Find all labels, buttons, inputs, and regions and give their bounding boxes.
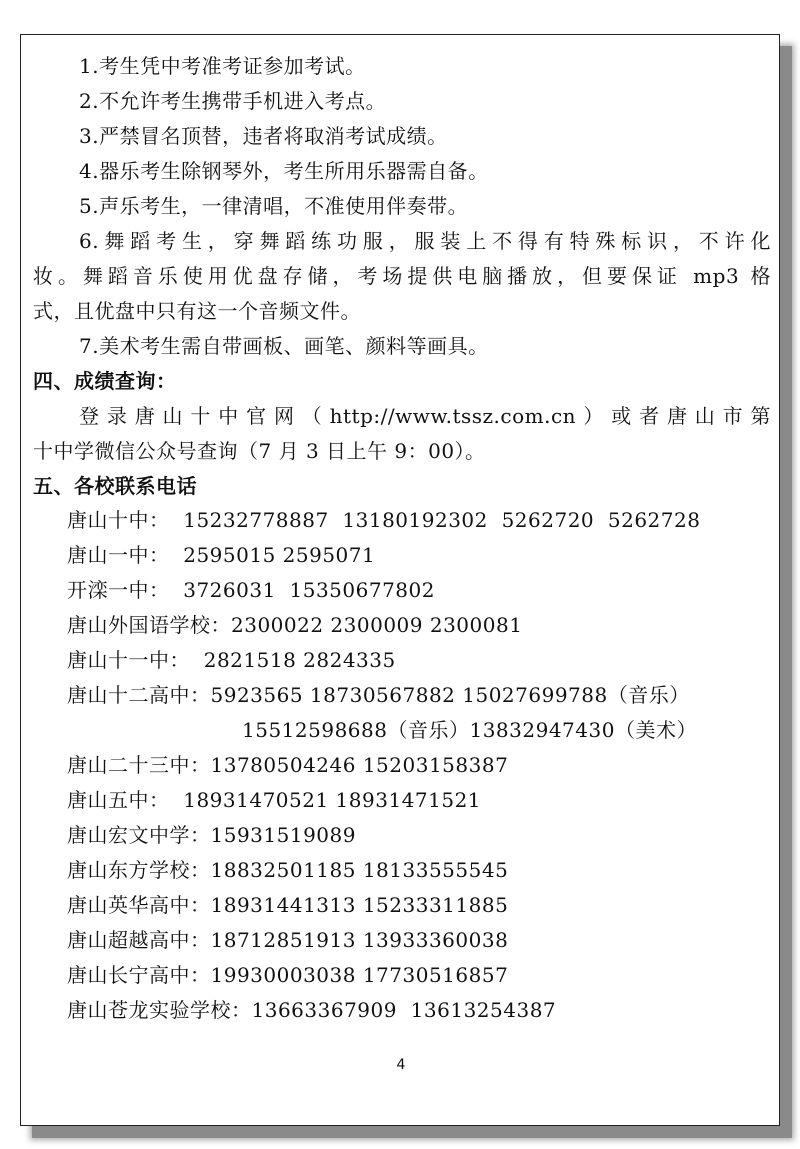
rule-6-line-3: 式，且优盘中只有这一个音频文件。 [33, 299, 361, 323]
phone-numbers: 13663367909 13613254387 [251, 998, 557, 1022]
phone-numbers: 18931441313 15233311885 [210, 893, 509, 917]
phone-numbers: 15512598688（音乐）13832947430（美术） [242, 718, 697, 742]
contact-row [67, 997, 556, 1023]
phone-numbers: 5923565 18730567882 15027699788（音乐） [210, 683, 690, 707]
school-name: 唐山外国语学校： [67, 613, 231, 637]
school-name: 唐山五中： [67, 788, 170, 812]
phone-numbers: 18832501185 18133555545 [210, 858, 509, 882]
rule-2: 2.不允许考生携带手机进入考点。 [79, 89, 387, 113]
contact-row-continued [242, 717, 697, 743]
rule-3: 3.严禁冒名顶替，违者将取消考试成绩。 [79, 124, 448, 148]
contact-row [67, 822, 356, 848]
contact-row [67, 752, 508, 778]
contact-row [67, 787, 481, 813]
section-4-heading: 四、成绩查询： [33, 369, 177, 393]
rule-4: 4.器乐考生除钢琴外，考生所用乐器需自备。 [79, 159, 489, 183]
rule-5: 5.声乐考生，一律清唱，不准使用伴奏带。 [79, 194, 469, 218]
section-4-line-1: 登录唐山十中官网（http://www.tssz.com.cn）或者唐山市第 [79, 404, 771, 428]
phone-numbers: 18712851913 13933360038 [210, 928, 509, 952]
school-name: 唐山东方学校： [67, 858, 211, 882]
contact-row [67, 647, 396, 673]
school-name: 唐山长宁高中： [67, 963, 211, 987]
contact-row [67, 542, 375, 568]
school-name: 开滦一中： [67, 578, 170, 602]
contact-row [67, 577, 435, 603]
school-name: 唐山二十三中： [67, 753, 211, 777]
school-name: 唐山十二高中： [67, 683, 211, 707]
school-name: 唐山一中： [67, 543, 170, 567]
school-name: 唐山十一中： [67, 648, 190, 672]
phone-numbers: 19930003038 17730516857 [210, 963, 509, 987]
phone-numbers: 3726031 15350677802 [169, 578, 435, 602]
page-number: 4 [396, 1057, 406, 1073]
document-page [20, 34, 780, 1126]
school-name: 唐山十中： [67, 508, 170, 532]
contact-row [67, 682, 690, 708]
contact-row [67, 857, 508, 883]
section-5-heading: 五、各校联系电话 [33, 474, 197, 498]
school-name: 唐山超越高中： [67, 928, 211, 952]
phone-numbers: 2300022 2300009 2300081 [231, 613, 523, 637]
phone-numbers: 13780504246 15203158387 [210, 753, 509, 777]
phone-numbers: 15931519089 [210, 823, 356, 847]
contact-row [67, 927, 508, 953]
rule-6-line-2: 妆。舞蹈音乐使用优盘存储，考场提供电脑播放，但要保证 mp3 格 [33, 264, 771, 288]
contact-row [67, 507, 700, 533]
phone-numbers: 2595015 2595071 [169, 543, 376, 567]
section-4-line-2: 十中学微信公众号查询（7 月 3 日上午 9：00）。 [33, 439, 486, 463]
contact-row [67, 612, 522, 638]
school-name: 唐山英华高中： [67, 893, 211, 917]
phone-numbers: 18931470521 18931471521 [169, 788, 482, 812]
contact-row [67, 962, 508, 988]
school-name: 唐山宏文中学： [67, 823, 211, 847]
rule-1: 1.考生凭中考准考证参加考试。 [79, 54, 366, 78]
phone-numbers: 15232778887 13180192302 5262720 5262728 [169, 508, 701, 532]
school-name: 唐山苍龙实验学校： [67, 998, 252, 1022]
rule-6-line-1: 6.舞蹈考生，穿舞蹈练功服，服装上不得有特殊标识，不许化 [79, 229, 771, 253]
rule-7: 7.美术考生需自带画板、画笔、颜料等画具。 [79, 334, 489, 358]
phone-numbers: 2821518 2824335 [190, 648, 396, 672]
contact-row [67, 892, 508, 918]
